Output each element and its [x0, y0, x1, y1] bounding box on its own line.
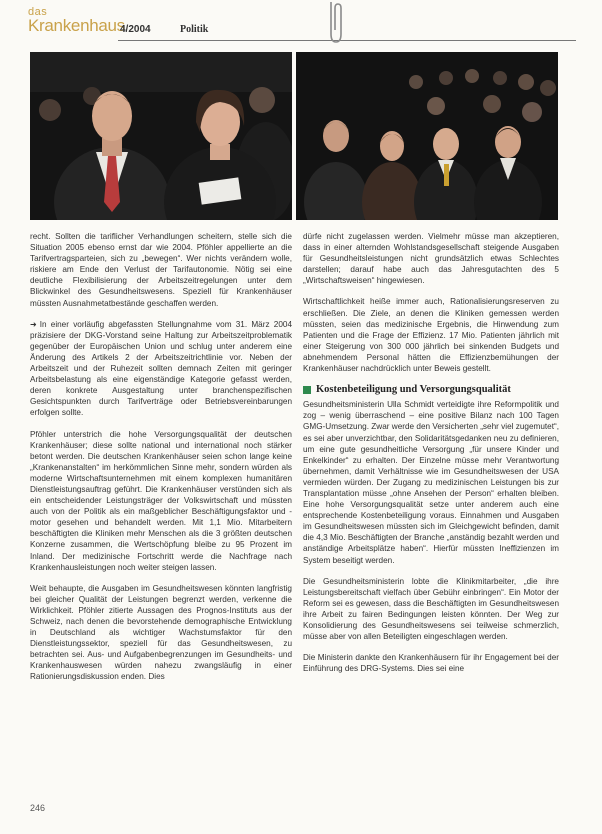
logo-prefix: das [28, 6, 48, 18]
page-header [28, 6, 576, 42]
paragraph: Die Gesundheitsministerin lobte die Klinikmitarbeiter, „die ihre Leistungsbereitschaft vielfach über Gebühr einbringen“. Ein Motor der Reform sei es gewesen, dass die Beschäftigten im Gesundheitswesen ihre Arbeit zu fairen Bedingungen leisten könnten. Der Weg zur Konsolidierung des Gesundheitswesens sei teilweise schmerzlich, müsse aber von allen Beteiligten eingeschlagen werden. [303, 576, 559, 642]
photo-right [296, 52, 558, 220]
magazine-logo: Krankenhaus [28, 16, 125, 35]
text-column-left [30, 231, 292, 693]
paragraph: Gesundheitsministerin Ulla Schmidt verteidigte ihre Reformpolitik und zog – wenig überraschend – eine positive Bilanz nach 100 Tagen GMG-Umsetzung. Zwar werde den Versicherten „sehr viel zugemutet“, es sei aber unverzichtbar, den Solidaritätsgedanken neu zu definieren, um eine gute gesundheitliche Versorgung „für unsere Kinder und Enkelkinder“ zu erhalten. Der Einzelne müsse mehr Verantwortung übernehmen, damit Verhältnisse wie im Gesundheitswesen der USA vermieden würden. Der Zugang zu medizinischen Leistungen bis zur Transplantation müsse „ohne Ansehen der Person“ erhalten bleiben. Eine hohe Versorgungsqualität setze unter anderem auch eine entsprechende Kostenbeteiligung voraus. Einnahmen und Ausgaben im Gesundheitswesen müssten sich im Gleichgewicht befinden, damit die 4,3 Mio. Beschäftigten der Branche „anständig bezahlt werden und anständige Arbeitsplätze haben“. Hierfür müssten Ineffizienzen im System beseitigt werden. [303, 400, 559, 565]
text-column-right [303, 231, 559, 684]
paragraph: Wirtschaftlichkeit heiße immer auch, Rationalisierungsreserven zu erschließen. Die Ziele, an denen die Kliniken gemessen werden müssten, seien das medizinische Ergebnis, die Hinwendung zum Patienten und die Frage der Effizienz. 17 Mio. Patienten jährlich mit einer Steigerung von 300 000 jährlich bei sinkenden Budgets und abnehmendem Personal hätten die Effizienzbemühungen der Krankenhäuser nachdrücklich unter Beweis gestellt. [303, 297, 559, 374]
section-title: Politik [180, 24, 209, 35]
section-heading-text: Kostenbeteiligung und Versorgungsqualität [316, 384, 511, 396]
photo-left [30, 52, 292, 220]
arrow-icon: ➜ [30, 319, 37, 329]
paragraph: Weit behaupte, die Ausgaben im Gesundheitswesen könnten langfristig bei gleicher Qualität der Leistungen begrenzt werden, verkenne die Wirklichkeit. Pföhler zitierte Aussagen des Prognos-Instituts aus der Schweiz, nach denen die bevorstehende demographische Entwicklung in Deutschland als wichtiger Wachstumsfaktor für den Dienstleistungssektor, speziell für das Gesundheitswesen, zu betrachten sei. Aus- und Aufgabenbegrenzungen im Gesundheits- und Krankenhauswesen würden nahezu zwangsläufig in einer Rationierungsdiskussion enden. Dies [30, 583, 292, 682]
page-number: 246 [30, 803, 46, 813]
section-heading [303, 384, 559, 395]
paragraph: Die Ministerin dankte den Krankenhäusern für ihr Engagement bei der Einführung des DRG-Systems. Dies sei eine [303, 653, 559, 674]
issue-number: 4/2004 [120, 24, 151, 35]
paragraph: recht. Sollten die tariflicher Verhandlungen scheitern, stelle sich die Situation 2005 ebenso ernst dar wie 2004. Pföhler appellierte an die Tarifvertragsparteien, sich zu „bewegen“. Wer nichts verändern wolle, riskiere am Ende den Verlust der Tarifautonomie. Nötig sei eine deutliche Flexibilisierung der Arbeitszeitregelungen unter dem Blickwinkel des Gesundheitswesens. Speziell für Krankenhäuser müssten Ausnahmetatbestände geschaffen werden. [30, 232, 292, 308]
paper-clip-icon [324, 0, 346, 46]
paragraph-text: In einer vorläufig abgefassten Stellungnahme vom 31. März 2004 präzisiere der DKG-Vorstand seine Haltung zur Arbeitszeitproblematik gegenüber der Europäischen Union und schlug unter anderem eine Änderung des Artikels 2 der Arbeitszeitrichtlinie vor. Neben der Arbeitszeit und der Ruhezeit sollten demnach Zeiten mit geringer Arbeitsbelastung als eine eigenständige Kategorie gefasst werden, deren konkrete Ausgestaltung unter branchenspezifischen Gesichtspunkten durch Tarifverträge oder Betriebsvereinbarungen erfolgen sollte. [30, 319, 292, 418]
paragraph-with-arrow [30, 319, 292, 419]
square-bullet-icon [303, 386, 311, 394]
paragraph: dürfe nicht zugelassen werden. Vielmehr müsse man akzeptieren, dass in einer alternden Wohlstandsgesellschaft steigende Ausgaben für Gesundheitsleistungen nicht grundsätzlich etwas Schlechtes darstellen; darauf habe auch das Jahresgutachten des 5 „Wirtschaftsweisen“ hingewiesen. [303, 232, 559, 286]
header-rule [118, 40, 576, 41]
paragraph: Pföhler unterstrich die hohe Versorgungsqualität der deutschen Krankenhäuser; diese sollte national und international noch stärker betont werden. Die deutschen Krankenhäuser seien schon lange keine „Krankenanstalten“ im herkömmlichen Sinne mehr, sondern würden als moderne Wirtschaftsunternehmen mit einem komplexen humanitären Dienstleistungsauftrag geführt. Die Krankenhäuser verstünden sich als ein entscheidender Leistungsträger der Volkswirtschaft und müssten auch von der Politik als ein maßgeblicher Beschäftigungsfaktor und -motor gesehen und behandelt werden. Mit 1,1 Mio. Mitarbeitern beschäftigten die Kliniken mehr Menschen als die 3 größten deutschen Konzerne zusammen, die Wertschöpfung bleibe zu 95 Prozent im Inland. Der medizinische Fortschritt werde die Nachfrage nach Krankenhausleistungen noch weiter steigen lassen. [30, 429, 292, 572]
